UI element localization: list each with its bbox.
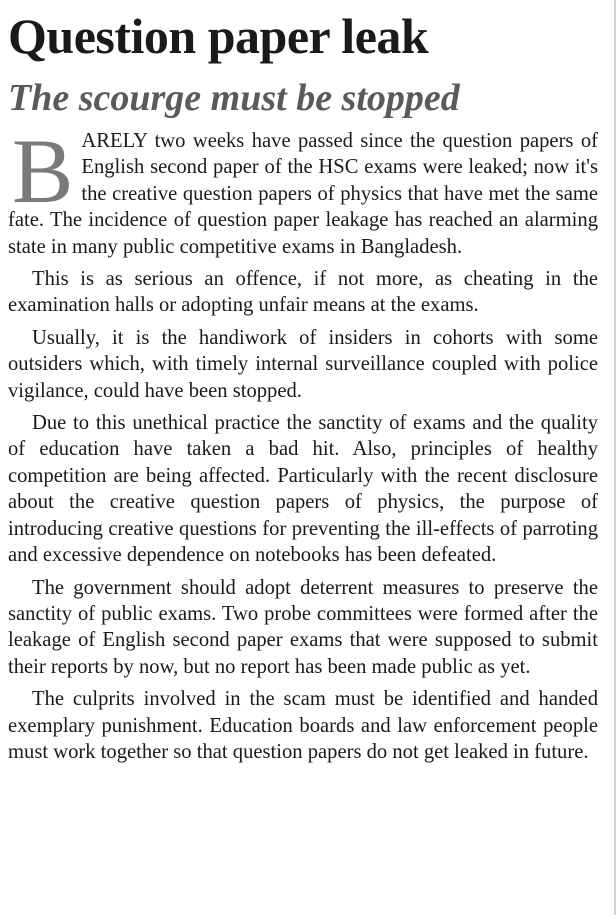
- lead-paragraph: [8, 120, 598, 260]
- paragraph: The culprits involved in the scam must be identified and handed exemplary punishment. Education boards and law enforcement people must work together so that question papers do not get leaked in future.: [8, 688, 598, 763]
- subhead: The scourge must be stopped: [8, 77, 460, 119]
- article-body: [8, 120, 598, 771]
- lead-paragraph-text: ARELY two weeks have passed since the question papers of English second paper of the HSC exams were leaked; now it's the creative question papers of physics that have met the same fate. The incidence of question paper leakage has reached an alarming state in many public competitive exams in Bangladesh.: [8, 130, 598, 258]
- headline: Question paper leak: [8, 8, 429, 64]
- paragraph: Due to this unethical practice the sanctity of exams and the quality of education have taken a bad hit. Also, principles of healthy competition are being affected. Particularly with the recent disclosure about the creative question papers of physics, the purpose of introducing creative questions for preventing the ill-effects of parroting and excessive dependence on notebooks has been defeated.: [8, 412, 598, 567]
- paragraph: This is as serious an offence, if not more, as cheating in the examination halls or adopting unfair means at the exams.: [8, 268, 598, 317]
- paragraph: The government should adopt deterrent measures to preserve the sanctity of public exams. Two probe committees were formed after the leakage of English second paper exams that were supposed to submit their reports by now, but no report has been made public as yet.: [8, 576, 598, 678]
- drop-cap: B: [12, 120, 74, 222]
- paragraph: Usually, it is the handiwork of insiders in cohorts with some outsiders which, with timely internal surveillance coupled with police vigilance, could have been stopped.: [8, 326, 598, 402]
